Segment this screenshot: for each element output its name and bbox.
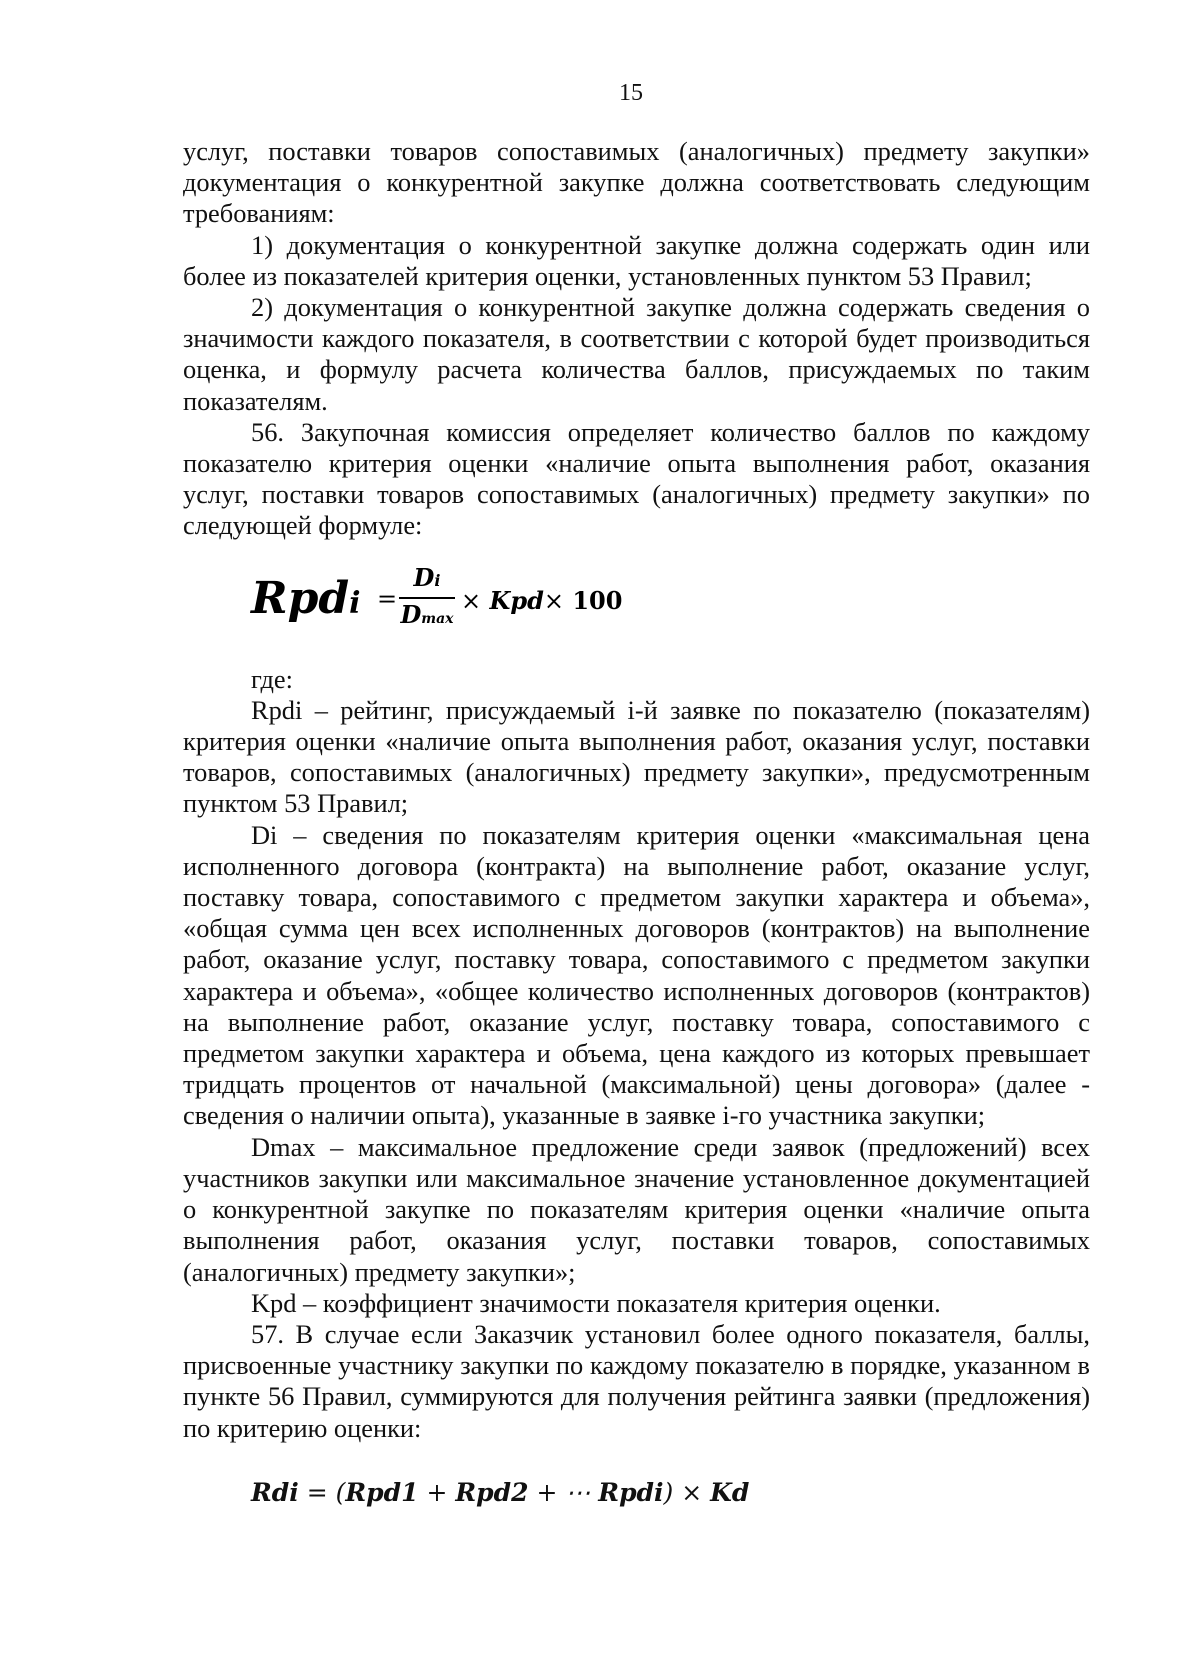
- formula2-term-3: Rpdi: [598, 1477, 664, 1507]
- formula-lhs-sub: i: [349, 585, 361, 621]
- definition-di: Di – сведения по показателям критерия оценки «максимальная цена исполненного договора (контракта) на выполнение работ, оказание услуг, поставку товара, сопоставимого с предметом закупки характера и объема», «общая сумма цен всех исполненных договоров (контрактов) на выполнение работ, оказание услуг, поставку товара, сопоставимого с предметом закупки характера и объема», «общее количество исполненных договоров (контрактов) на выполнение работ, оказание услуг, поставку товара, сопоставимого с предметом закупки характера и объема, цена каждого из которых превышает тридцать процентов от начальной (максимальной) цены договора» (далее - сведения о наличии опыта), указанные в заявке i-го участника закупки;: [183, 819, 1090, 1131]
- definition-kpd: Kpd – коэффициент значимости показателя критерия оценки.: [251, 1287, 941, 1318]
- paragraph-item-2: 2) документация о конкурентной закупке должна содержать сведения о значимости каждого показателя, в соответствии с которой будет производиться оценка, и формулу расчета количества баллов, присуждаемых по таким показателям.: [183, 292, 1090, 416]
- numerator-sub: i: [434, 570, 441, 590]
- formula2-plus-2: + ⋯: [528, 1477, 599, 1507]
- formula2-coef: Kd: [710, 1477, 750, 1507]
- sum-rating-formula: [183, 1478, 1090, 1508]
- paragraph-item-1: 1) документация о конкурентной закупке должна содержать один или более из показателей критерия оценки, установленных пунктом 53 Правил;: [183, 229, 1090, 291]
- where-label: где:: [251, 663, 293, 694]
- times-sign-2: ×: [543, 586, 564, 615]
- denominator-sub: max: [421, 610, 454, 627]
- rating-formula: [183, 560, 1090, 652]
- formula2-term-1: Rpd1: [345, 1477, 419, 1507]
- formula2-term-2: Rpd2: [455, 1477, 529, 1507]
- definition-rpdi: Rpdi – рейтинг, присуждаемый i-й заявке по показателю (показателям) критерия оценки «наличие опыта выполнения работ, оказания услуг, поставки товаров, сопоставимых (аналогичных) предмету закупки», предусмотренным пунктом 53 Правил;: [183, 694, 1090, 819]
- formula-denominator: [399, 601, 455, 633]
- paragraph-57: 57. В случае если Заказчик установил более одного показателя, баллы, присвоенные участнику закупки по каждому показателю в порядке, указанном в пункте 56 Правил, суммируются для получения рейтинга заявки (предложения) по критерию оценки:: [183, 1318, 1090, 1443]
- denominator-main: D: [400, 599, 422, 629]
- definition-dmax: Dmax – максимальное предложение среди заявок (предложений) всех участников закупки или максимальное значение установленное документацией о конкурентной закупке по показателям критерия оценки «наличие опыта выполнения работ, оказания услуг, поставки товаров, сопоставимых (аналогичных) предмету закупки»;: [183, 1131, 1090, 1287]
- formula2-plus-1: +: [418, 1477, 456, 1507]
- page-number: 15: [619, 80, 643, 106]
- paragraphs-before-formula: [183, 136, 1090, 542]
- fraction-bar: [399, 597, 455, 599]
- paragraph-56: 56. Закупочная комиссия определяет количество баллов по каждому показателю критерия оценки «наличие опыта выполнения работ, оказания услуг, поставки товаров сопоставимых (аналогичных) предмету закупки» по следующей формуле:: [183, 416, 1090, 541]
- formula-numerator: [399, 564, 455, 595]
- formula2-lhs: Rdi: [251, 1477, 299, 1507]
- formula-fraction: [399, 564, 455, 633]
- paragraphs-after-formula: [183, 695, 1090, 1444]
- formula-rest: [461, 586, 622, 616]
- paragraph-continuation: услуг, поставки товаров сопоставимых (аналогичных) предмету закупки» документация о конкурентной закупке должна соответствовать следующим требованиям:: [183, 136, 1090, 229]
- formula-lhs: [251, 574, 361, 629]
- formula-equals: =: [377, 584, 398, 613]
- formula-coef: Kpd: [489, 585, 544, 615]
- formula-constant: 100: [572, 585, 623, 615]
- formula2-eq: = (: [298, 1477, 346, 1507]
- formula-lhs-main: Rpd: [251, 572, 350, 624]
- formula2-close: ) ×: [663, 1477, 711, 1507]
- document-body: [183, 136, 1090, 1508]
- times-sign-1: ×: [461, 586, 482, 615]
- numerator-main: D: [413, 562, 435, 592]
